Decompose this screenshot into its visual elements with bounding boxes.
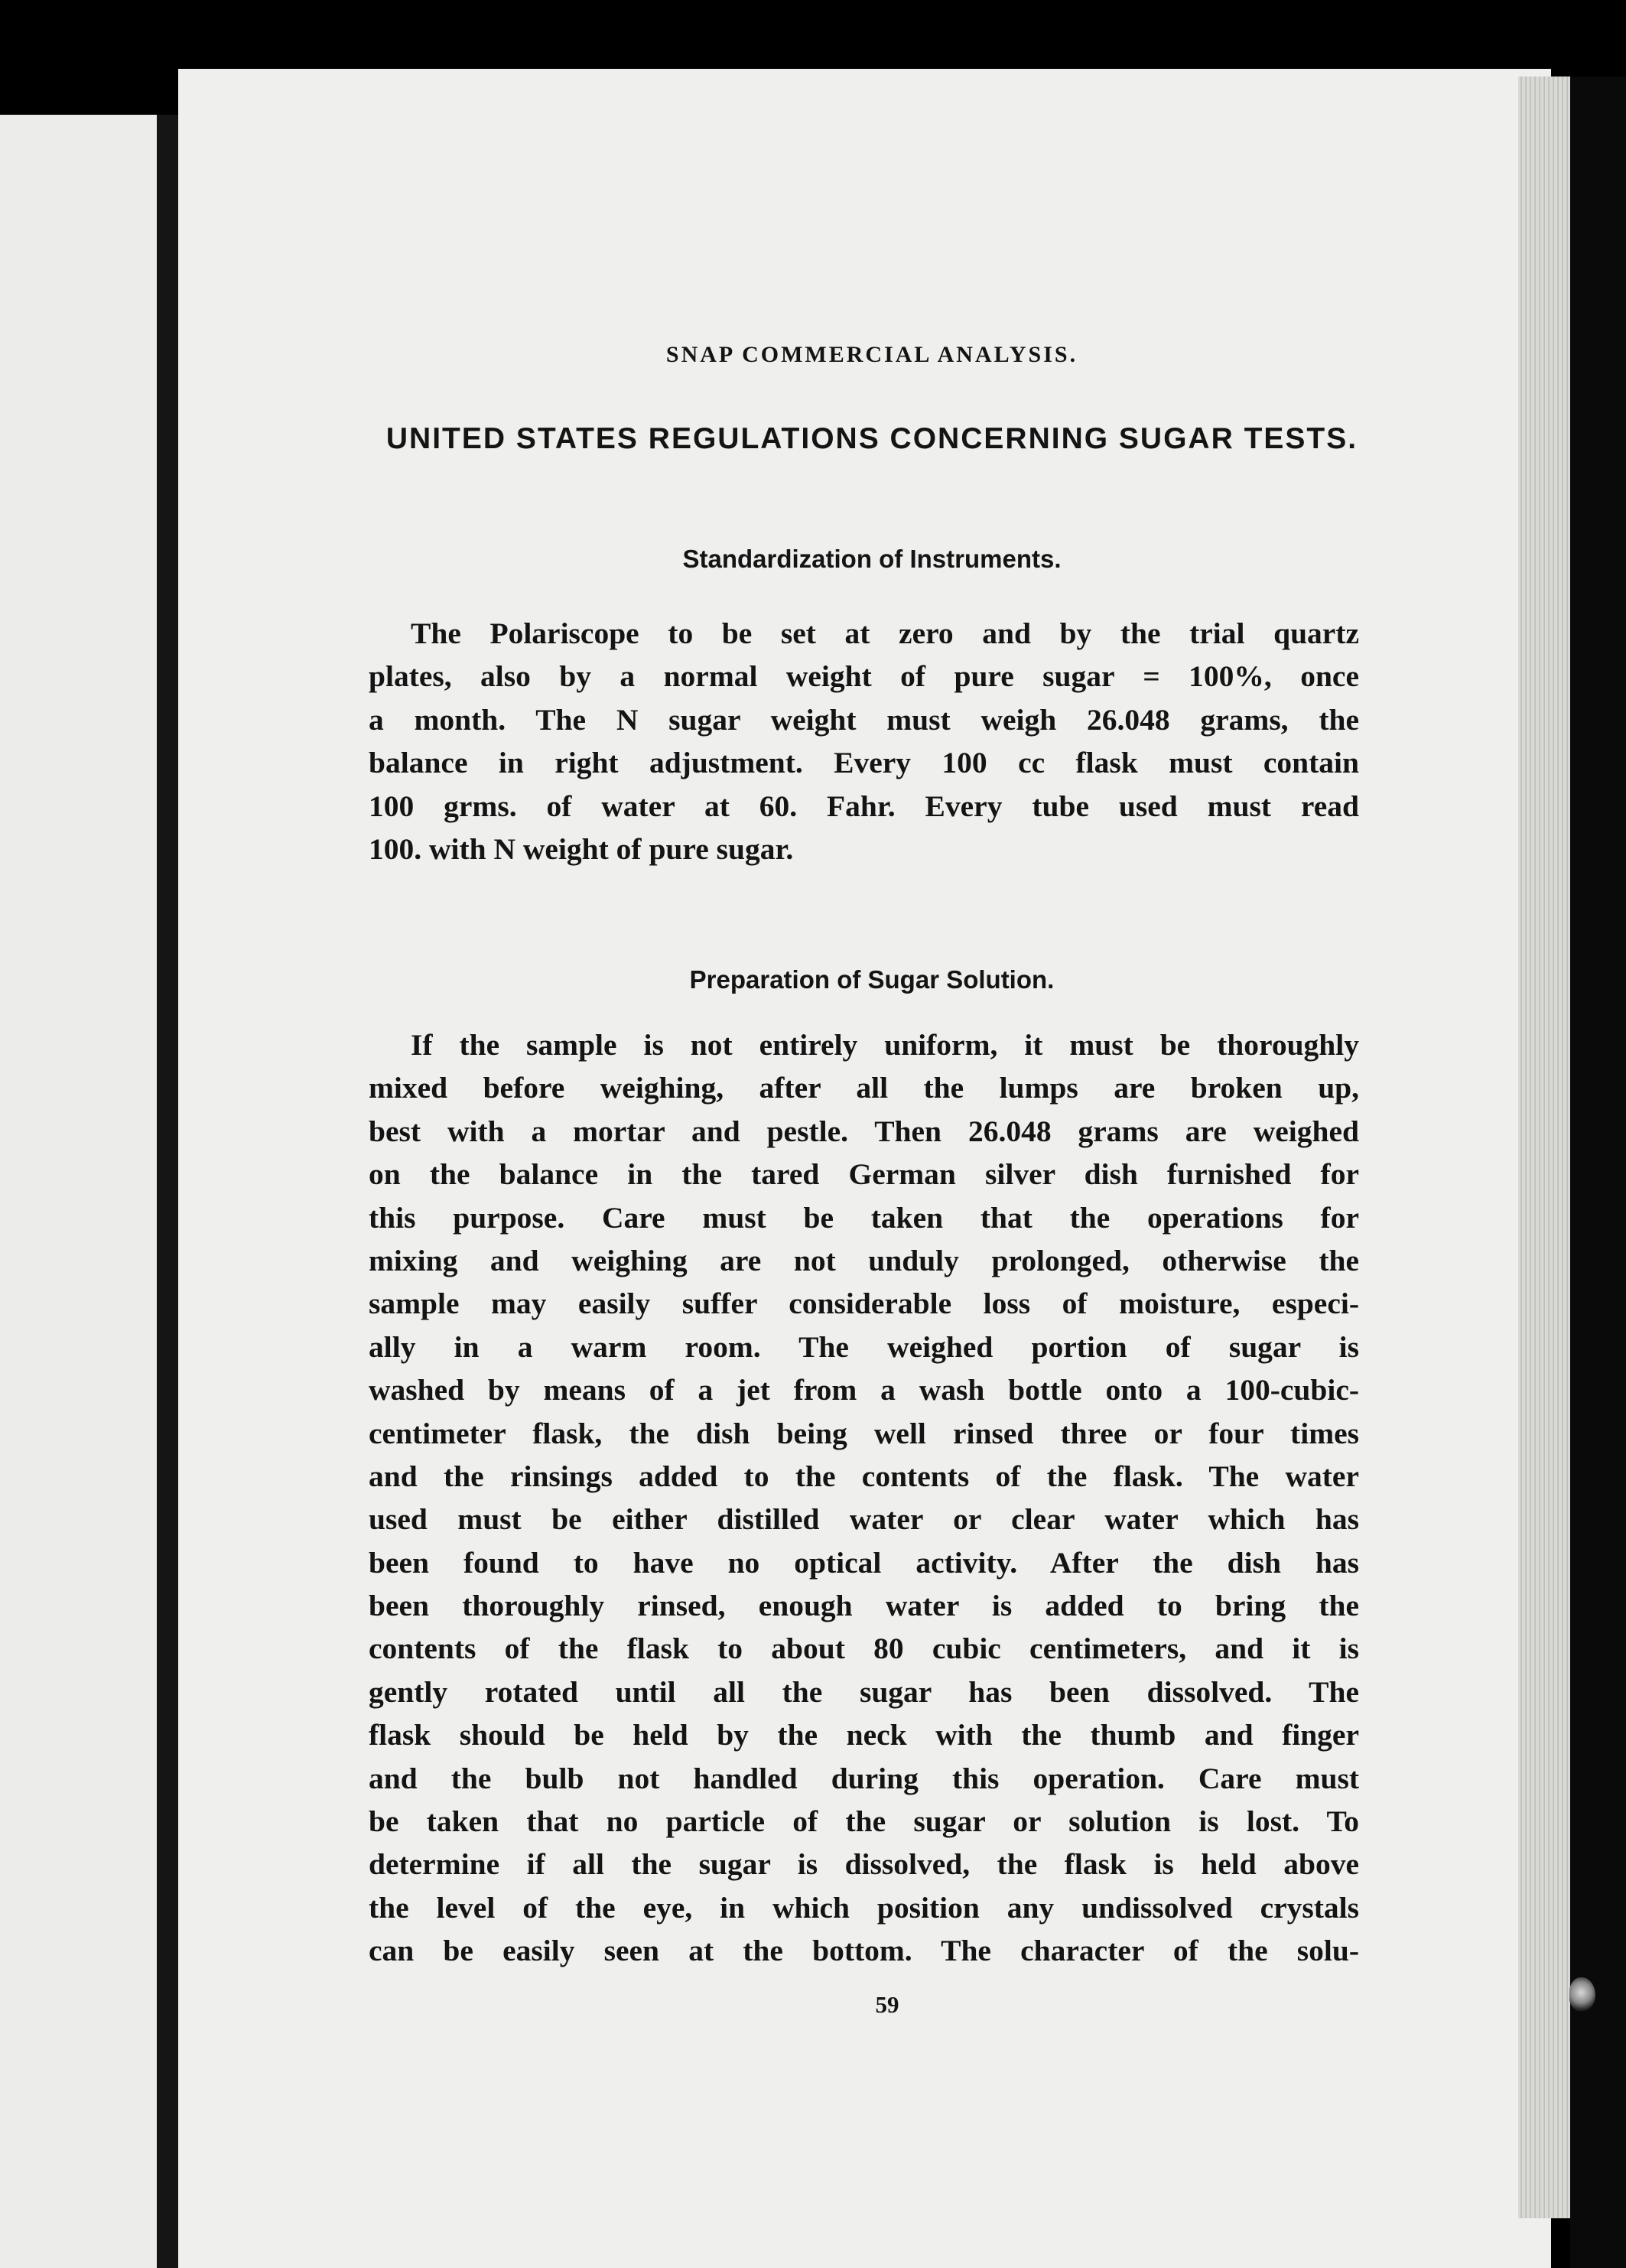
text-line: determine if all the sugar is dissolved, the flask is held above bbox=[369, 1847, 1359, 1882]
text-line: can be easily seen at the bottom. The character of the solu- bbox=[369, 1934, 1359, 1968]
text-line: centimeter flask, the dish being well rinsed three or four times bbox=[369, 1416, 1359, 1450]
text-line: on the balance in the tared German silver dish furnished for bbox=[369, 1157, 1359, 1192]
text-line: The Polariscope to be set at zero and by the trial quartz bbox=[411, 617, 1359, 650]
text-line: the level of the eye, in which position any undissolved crystals bbox=[369, 1890, 1359, 1925]
text-line: be taken that no particle of the sugar or solution is lost. To bbox=[369, 1804, 1359, 1839]
text-line: 100. with N weight of pure sugar. bbox=[369, 831, 794, 866]
running-head: SNAP COMMERCIAL ANALYSIS. bbox=[665, 342, 1078, 367]
text-line: If the sample is not entirely uniform, it must be thoroughly bbox=[411, 1028, 1359, 1062]
text-line: plates, also by a normal weight of pure sugar = 100%, once bbox=[369, 659, 1359, 694]
page-edges bbox=[1518, 76, 1570, 2218]
paragraph-preparation bbox=[369, 1023, 1359, 1973]
text-line: flask should be held by the neck with the thumb and finger bbox=[369, 1718, 1359, 1752]
text-line: a month. The N sugar weight must weigh 26.048 grams, the bbox=[369, 702, 1359, 737]
text-line: used must be either distilled water or clear water which has bbox=[369, 1502, 1359, 1537]
section-heading-standardization: Standardization of Instruments. bbox=[682, 545, 1062, 573]
text-line: been found to have no optical activity. After the dish has bbox=[369, 1545, 1359, 1580]
text-line: sample may easily suffer considerable loss of moisture, especi- bbox=[369, 1287, 1359, 1321]
text-line: gently rotated until all the sugar has been dissolved. The bbox=[369, 1674, 1359, 1709]
text-line: ally in a warm room. The weighed portion of sugar is bbox=[369, 1329, 1359, 1364]
text-line: best with a mortar and pestle. Then 26.048 grams are weighed bbox=[369, 1114, 1359, 1148]
scan-smudge bbox=[1569, 1977, 1595, 2011]
text-line: been thoroughly rinsed, enough water is added to bring the bbox=[369, 1589, 1359, 1623]
book-gutter bbox=[157, 115, 178, 2268]
text-line: mixing and weighing are not unduly prolonged, otherwise the bbox=[369, 1243, 1359, 1277]
text-line: mixed before weighing, after all the lumps are broken up, bbox=[369, 1071, 1359, 1105]
page-number: 59 bbox=[875, 1991, 899, 2018]
text-line: balance in right adjustment. Every 100 cc flask must contain bbox=[369, 746, 1359, 780]
page-title: UNITED STATES REGULATIONS CONCERNING SUGAR TESTS. bbox=[385, 422, 1358, 455]
section-heading-preparation: Preparation of Sugar Solution. bbox=[689, 965, 1055, 994]
text-line: contents of the flask to about 80 cubic centimeters, and it is bbox=[369, 1632, 1359, 1666]
page-edge-shadow bbox=[1570, 76, 1626, 2268]
left-facing-page bbox=[0, 115, 157, 2268]
text-line: and the rinsings added to the contents of the flask. The water bbox=[369, 1459, 1359, 1493]
text-line: 100 grms. of water at 60. Fahr. Every tube used must read bbox=[369, 789, 1359, 823]
text-line: washed by means of a jet from a wash bottle onto a 100-cubic- bbox=[369, 1373, 1359, 1407]
text-line: and the bulb not handled during this operation. Care must bbox=[369, 1761, 1359, 1795]
text-line: this purpose. Care must be taken that the operations for bbox=[369, 1200, 1359, 1235]
paragraph-standardization bbox=[369, 612, 1359, 870]
